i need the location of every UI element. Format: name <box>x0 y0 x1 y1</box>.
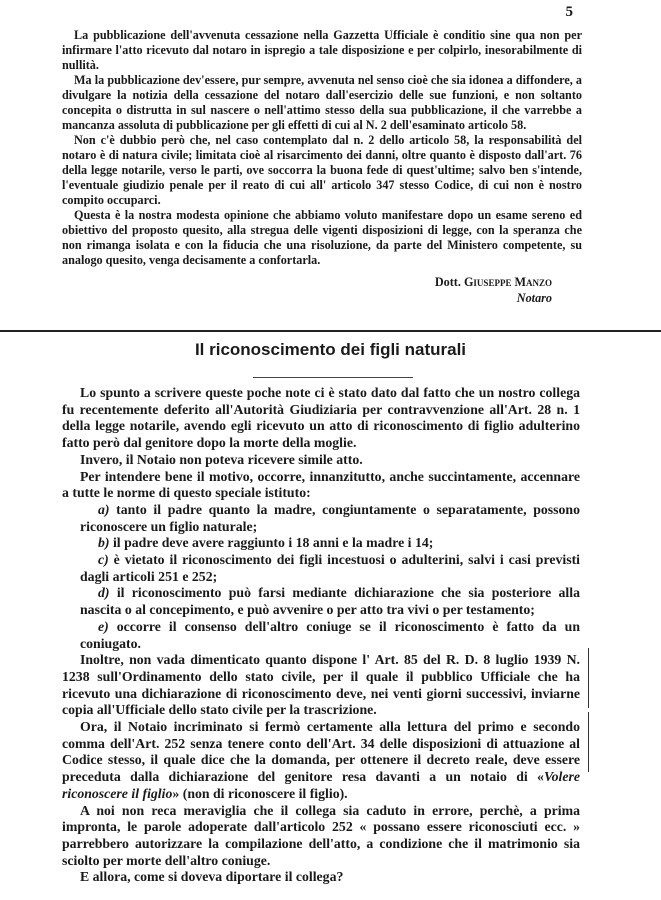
page-number: 5 <box>565 4 573 20</box>
paragraph: Per intendere bene il motivo, occorre, innanzitutto, anche succintamente, accennare a tutte le norme di questo speciale istituto: <box>62 468 580 501</box>
paragraph: E allora, come si doveva diportare il collega? <box>80 869 344 885</box>
list-item-text: tanto il padre quanto la madre, congiuntamente o separatamente, possono riconoscere un figlio naturale; <box>80 501 580 534</box>
paragraph: Invero, il Notaio non poteva ricevere simile atto. <box>80 451 363 467</box>
margin-mark <box>588 712 589 772</box>
list-letter: c) <box>98 552 109 568</box>
author-signature <box>62 274 582 306</box>
article-title: Il riconoscimento dei figli naturali <box>194 340 467 359</box>
paragraph <box>62 719 580 803</box>
paragraph-text: » (non di riconoscere il figlio). <box>172 785 348 801</box>
list-item <box>62 585 580 618</box>
margin-mark <box>588 648 589 708</box>
list-item <box>62 619 580 652</box>
list-item <box>62 535 580 552</box>
signature-name: Giuseppe Manzo <box>463 275 552 289</box>
paragraph: Lo spunto a scrivere queste poche note ci è stato dato dal fatto che un nostro collega fu recentemente deferito all'Autorità Giudiziaria per contravvenzione all'Art. 28 n. 1 della legge notarile, avendo egli ricevuto un atto di riconoscimento di figlio adulterino fatto però dal genitore dopo la morte della moglie. <box>62 385 580 451</box>
list-item-text: è vietato il riconoscimento dei figli incestuosi o adulterini, salvi i casi previsti dagli articoli 251 e 252; <box>80 552 580 584</box>
list-letter: b) <box>98 535 110 551</box>
paragraph: Inoltre, non vada dimenticato quanto dispone l' Art. 85 del R. D. 8 luglio 1939 N. 1238 sull'Ordinamento dello stato civile, per il quale il pubblico Ufficiale che ha ricevuto una dichiarazione di riconoscimento deve, nei venti giorni successivi, inviarne copia all'Ufficiale dello stato civile per la trascrizione. <box>62 652 580 718</box>
list-letter: a) <box>98 501 110 517</box>
previous-article-conclusion <box>62 28 582 306</box>
list-item-text: il padre deve avere raggiunto i 18 anni e la madre i 14; <box>112 535 434 551</box>
signature-prefix: Dott. <box>434 275 461 289</box>
title-underline <box>253 377 413 378</box>
quoted-phrase: Volere riconoscere il figlio <box>62 769 580 801</box>
paragraph: Questa è la nostra modesta opinione che abbiamo voluto manifestare dopo un esame sereno ed obiettivo del proposto quesito, alla stregua delle vigenti disposizioni di legge, con la speranza che non rimanga isolata e con la fiducia che una risoluzione, da parte del Ministero competente, su analogo quesito, venga decisamente a confortarla. <box>62 208 582 267</box>
paragraph: Ma la pubblicazione dev'essere, pur sempre, avvenuta nel senso cioè che sia idonea a diffondere, a divulgare la notizia della cessazione del notaro dall'esercizio delle sue funzioni, e non soltanto concepita o distrutta in sul nascere o nell'attimo stesso della sua pubblicazione, il che varrebbe a mancanza assoluta di pubblicazione per gli effetti di cui al N. 2 dell'esaminato articolo 58. <box>62 73 582 132</box>
list-item-text: occorre il consenso dell'altro coniuge se il riconoscimento è fatto da un coniugato. <box>80 618 581 651</box>
article-body <box>62 385 580 886</box>
paragraph: La pubblicazione dell'avvenuta cessazione nella Gazzetta Ufficiale è conditio sine qua non per infirmare l'atto ricevuto dal notaro in ispregio a tale disposizione e per colpirlo, inesorabilmente di nullità. <box>62 28 582 72</box>
list-letter: e) <box>98 618 109 634</box>
paragraph: A noi non reca meraviglia che il collega sia caduto in errore, perchè, a prima impronta, le parole adoperate dall'articolo 252 « possano essere riconosciuti ecc. » parrebbero autorizzare la compilazione dell'atto, a condizione che il matrimonio sia sciolto per morte dell'altro coniuge. <box>62 802 580 868</box>
paragraph: Non c'è dubbio però che, nel caso contemplato dal n. 2 dello articolo 58, la responsabilità del notaro è di natura civile; limitata cioè al risarcimento dei danni, oltre quanto è disposto dall'art. 76 della legge notarile, verso le parti, ove soccorra la buona fede di quest'ultime; salvo ben s'intende, l'eventuale giudizio penale per il reato di cui all' articolo 347 stesso Codice, di cui non è nostro compito occuparci. <box>62 133 582 207</box>
signature-role: Notaro <box>516 291 552 305</box>
list-item <box>62 552 580 585</box>
paragraph-text: Ora, il Notaio incriminato si fermò certamente alla lettura del primo e secondo comma dell'Art. 252 senza tenere conto dell'Art. 34 delle disposizioni di attuazione al Codice stesso, il quale dice che la domanda, per ottenere il decreto reale, deve essere preceduta dalla dichiarazione del genitore resa davanti a un notaio di « <box>62 719 580 785</box>
section-divider <box>0 330 661 332</box>
list-letter: d) <box>98 585 110 601</box>
list-item-text: il riconoscimento può farsi mediante dichiarazione che sia posteriore alla nascita o al concepimento, e può avvenire o per atto tra vivi o per testamento; <box>80 585 581 618</box>
list-item <box>62 502 580 535</box>
